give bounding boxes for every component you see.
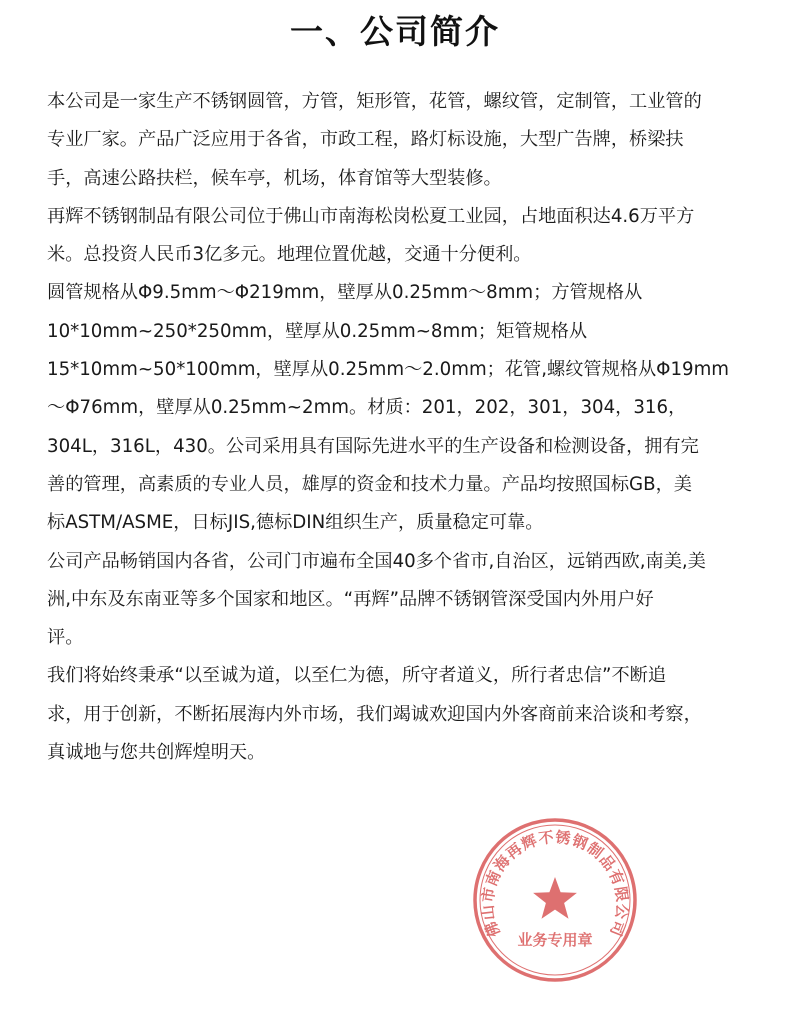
text-line: 真诚地与您共创辉煌明天。 bbox=[47, 742, 266, 764]
company-seal-stamp bbox=[470, 815, 640, 985]
text-line: 10*10mm~250*250mm，壁厚从0.25mm~8mm；矩管规格从 bbox=[47, 320, 588, 342]
text-line: 善的管理，高素质的专业人员，雄厚的资金和技术力量。产品均按照国标GB，美 bbox=[47, 473, 692, 495]
text-line: 手，高速公路扶栏，候车亭，机场，体育馆等大型装修。 bbox=[47, 167, 502, 189]
text-line: 我们将始终秉承“以至诚为道，以至仁为德，所守者道义，所行者忠信”不断追 bbox=[47, 665, 667, 687]
text-line: ～Φ76mm，壁厚从0.25mm~2mm。材质：201，202，301，304，316， bbox=[47, 397, 687, 419]
text-line: 求，用于创新，不断拓展海内外市场，我们竭诚欢迎国内外客商前来洽谈和考察， bbox=[47, 703, 702, 725]
text-line: 专业厂家。产品广泛应用于各省，市政工程，路灯标设施，大型广告牌，桥梁扶 bbox=[47, 129, 684, 151]
text-line: 圆管规格从Φ9.5mm～Φ219mm，壁厚从0.25mm～8mm；方管规格从 bbox=[47, 282, 643, 304]
text-line: 洲,中东及东南亚等多个国家和地区。“再辉”品牌不锈钢管深受国内外用户好 bbox=[47, 588, 654, 610]
text-line: 304L，316L，430。公司采用具有国际先进水平的生产设备和检测设备，拥有完 bbox=[47, 435, 699, 457]
seal-ring-text: 佛山市南海再辉不锈钢制品有限公司 bbox=[478, 827, 632, 940]
page-title: 一、公司简介 bbox=[290, 12, 500, 51]
text-line: 评。 bbox=[47, 627, 84, 649]
star-icon bbox=[533, 877, 577, 919]
seal-center-text: 业务专用章 bbox=[517, 931, 593, 949]
text-line: 15*10mm~50*100mm，壁厚从0.25mm～2.0mm；花管,螺纹管规格从Φ19mm bbox=[47, 359, 730, 381]
text-line: 米。总投资人民币3亿多元。地理位置优越，交通十分便利。 bbox=[47, 244, 532, 266]
text-line: 公司产品畅销国内各省，公司门市遍布全国40多个省市,自治区，远销西欧,南美,美 bbox=[47, 550, 706, 572]
text-line: 本公司是一家生产不锈钢圆管，方管，矩形管，花管，螺纹管，定制管，工业管的 bbox=[47, 91, 702, 112]
text-line: 标ASTM/ASME，日标JIS,德标DIN组织生产，质量稳定可靠。 bbox=[47, 512, 544, 534]
company-intro-text bbox=[47, 83, 757, 772]
text-line: 再辉不锈钢制品有限公司位于佛山市南海松岗松夏工业园，占地面积达4.6万平方 bbox=[47, 205, 695, 227]
